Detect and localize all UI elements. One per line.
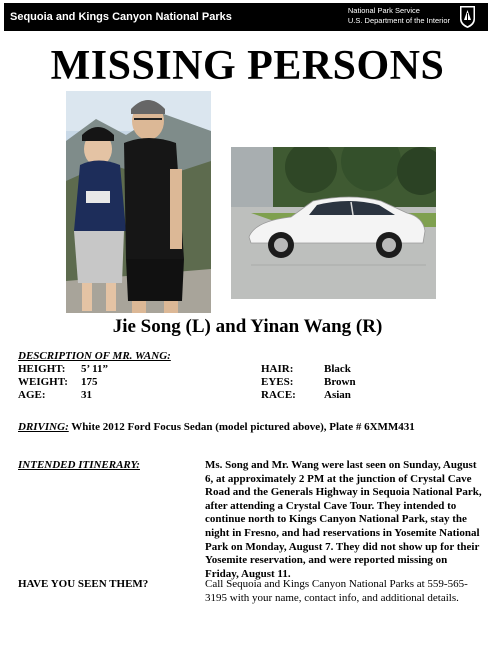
- header-banner: [4, 3, 488, 31]
- contact-question: HAVE YOU SEEN THEM?: [18, 578, 149, 590]
- page-title: MISSING PERSONS: [50, 43, 445, 89]
- age-value: 31: [81, 389, 92, 401]
- park-name: Sequoia and Kings Canyon National Parks: [10, 11, 232, 23]
- agency-line-2: U.S. Department of the Interior: [347, 16, 450, 25]
- agency-line-1: National Park Service: [347, 6, 420, 15]
- weight-value: 175: [81, 376, 98, 388]
- missing-persons-names: Jie Song (L) and Yinan Wang (R): [112, 316, 383, 337]
- driving-text: White 2012 Ford Focus Sedan (model pictured above), Plate # 6XMM431: [68, 421, 415, 433]
- contact-text: Call Sequoia and Kings Canyon National Parks at 559-565-3195 with your name, contact info, and additional details.: [205, 578, 468, 604]
- agency-name: [348, 6, 450, 26]
- eyes-value: Brown: [324, 376, 356, 388]
- eyes-label: EYES:: [261, 376, 294, 388]
- hair-label: HAIR:: [261, 363, 294, 375]
- hair-value: Black: [324, 363, 351, 375]
- photo-missing-persons: [66, 91, 211, 313]
- height-value: 5’ 11”: [81, 363, 108, 375]
- race-value: Asian: [324, 389, 351, 401]
- driving-info: [18, 421, 415, 433]
- description-heading: DESCRIPTION OF MR. WANG:: [18, 350, 171, 362]
- height-label: HEIGHT:: [18, 363, 66, 375]
- weight-label: WEIGHT:: [18, 376, 68, 388]
- itinerary-text: Ms. Song and Mr. Wang were last seen on Sunday, August 6, at approximately 2 PM at the junction of Crystal Cave Road and the Generals Highway in Sequoia National Park, after attending a Crystal Cave Tour. They intended to continue north to Kings Canyon National Park, stay the night in Fresno, and had reservations in Yosemite National Park on Monday, August 7. They did not show up for their Yosemite reservation, and were reported missing on Friday, August 11.: [205, 459, 482, 580]
- age-label: AGE:: [18, 389, 46, 401]
- itinerary-heading: INTENDED ITINERARY:: [18, 459, 140, 471]
- race-label: RACE:: [261, 389, 296, 401]
- nps-arrowhead-logo-icon: [459, 5, 476, 29]
- photo-vehicle: [231, 147, 436, 299]
- driving-label: DRIVING:: [18, 421, 69, 433]
